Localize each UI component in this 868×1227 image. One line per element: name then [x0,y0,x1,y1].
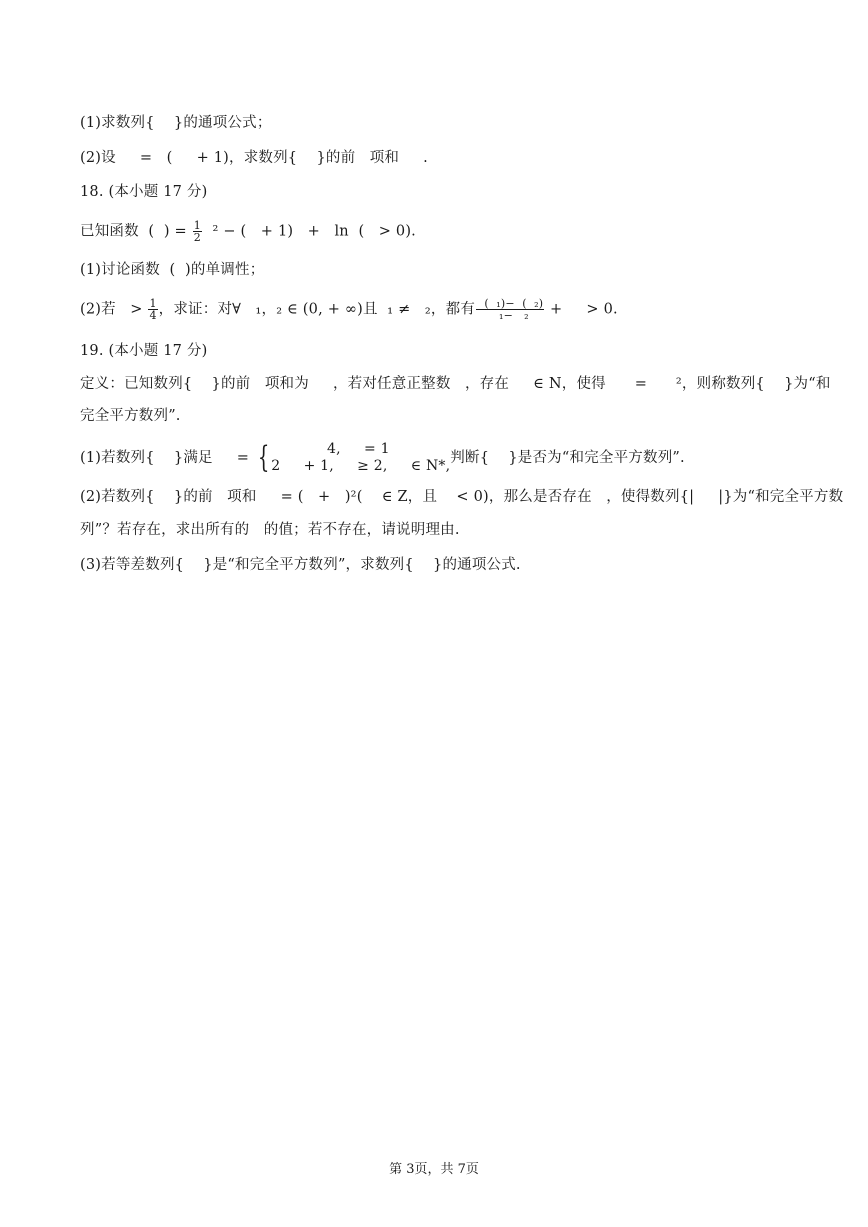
q19-definition-line1: 定义：已知数列{ }的前 项和为 ，若对任意正整数 ，存在 ∈ N，使得 = ²，则称数列{ }为“和 [80,376,831,392]
fraction-one-half [193,220,202,243]
q17-part1: (1)求数列{ }的通项公式； [80,115,272,131]
fraction-one-quarter [148,298,157,321]
q19-part2-line1: (2)若数列{ }的前 项和 = ( + )²( ∈ Z，且 < 0)，那么是否存在 ，使得数列{| |}为“和完全平方数 [80,489,844,505]
q18-part2 [80,298,618,321]
q19-heading: 19. (本小题 17 分) [80,343,208,359]
q18-heading: 18. (本小题 17 分) [80,184,208,200]
q18-function-suffix: ² − ( + 1) + ln ( > 0). [202,223,416,240]
fraction-denominator: 4 [149,309,157,322]
fraction-denominator: ₁− ₂ [491,309,529,322]
q19-part3: (3)若等差数列{ }是“和完全平方数列”，求数列{ }的通项公式. [80,557,521,573]
fraction-numerator: 1 [193,219,201,232]
fraction-denominator: 2 [193,231,201,244]
q18-part1: (1)讨论函数 ( )的单调性； [80,262,265,278]
fraction-numerator: ( ₁)− ( ₂) [477,297,544,310]
q18-function-prefix: 已知函数 ( ) = [80,223,192,240]
q18-function-definition [80,220,416,243]
q19-part2-line2: 列”？若存在，求出所有的 的值；若不存在，请说明理由. [80,522,460,538]
fraction-numerator: 1 [149,297,157,310]
piecewise-case-1: 4, = 1 [271,441,390,457]
q19-part1 [80,441,685,475]
q19-part1-prefix: (1)若数列{ }满足 = [80,450,254,466]
piecewise-case-2: 2 + 1, ≥ 2, ∈ N*, [271,458,451,474]
q18-part2-middle: ，求证：对∀ ₁，₂ ∈ (0, + ∞)且 ₁ ≠ ₂，都有 [158,301,476,318]
q17-part2: (2)设 = ( + 1)，求数列{ }的前 项和 . [80,150,428,166]
q18-part2-prefix: (2)若 > [80,301,148,318]
piecewise-definition [254,441,450,475]
left-brace-icon: { [257,440,270,475]
q19-part1-suffix: 判断{ }是否为“和完全平方数列”. [450,450,685,466]
piecewise-cases [271,441,450,475]
page-number-footer: 第 3页，共 7页 [389,1162,479,1177]
fraction-difference-quotient [476,298,544,321]
q18-part2-suffix: + > 0. [545,301,618,318]
q19-definition-line2: 完全平方数列”. [80,408,181,424]
